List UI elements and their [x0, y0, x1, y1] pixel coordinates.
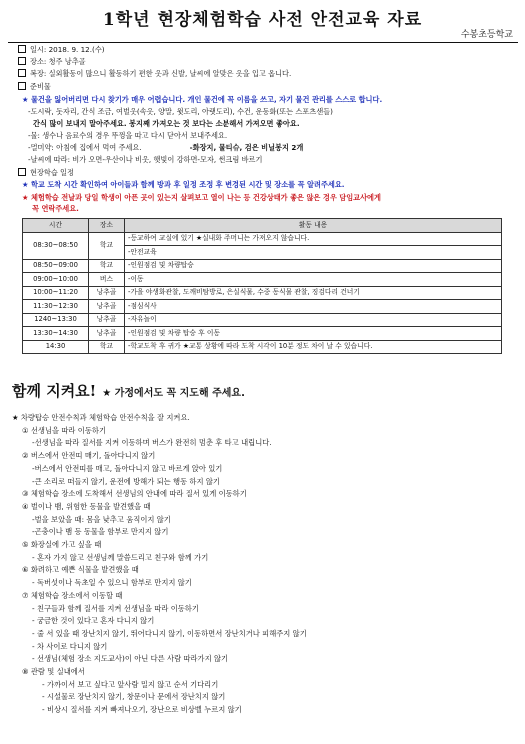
schedule-table — [22, 218, 502, 354]
cell-activity: -학교도착 후 귀가 ★교통 상황에 따라 도착 시각이 10분 정도 차이 날 수 있습니다. — [125, 340, 502, 354]
cell-place: 낭추골 — [89, 327, 125, 341]
checkbox-icon — [18, 82, 26, 90]
col-header-activity: 활동 내용 — [125, 219, 502, 233]
table-row — [23, 273, 502, 287]
prep-water: -물: 생수나 음료수의 경우 뚜껑을 따고 다시 닫아서 보내주세요. — [28, 131, 228, 140]
page-title: 1학년 현장체험학습 사전 안전교육 자료 — [102, 10, 423, 30]
schedule-header-row — [23, 219, 502, 233]
cell-activity: -안전교육 — [125, 246, 502, 260]
rules-list — [12, 412, 517, 717]
schedule-notice-1: ★ 학교 도착 시간 확인하여 아이들과 함께 방과 후 일정 조정 후 변경된 시간 및 장소를 꼭 알려주세요. — [22, 180, 345, 189]
info-dress — [18, 69, 291, 79]
table-row — [23, 259, 502, 273]
prep-items-note: 간식 많이 보내지 말아주세요. 봉지째 가져오는 것 보다는 소분해서 가져오면 좋아요. — [33, 119, 300, 128]
prep-notice: ★ 물건을 잃어버리면 다시 찾기가 매우 어렵습니다. 개인 물건에 꼭 이름을 쓰고, 자기 물건 관리를 스스로 합니다. — [22, 95, 383, 104]
cell-activity: -등교하여 교실에 있기 ★실내화 주머니는 가져오지 않습니다. — [125, 232, 502, 246]
rule-line: - 혼자 가지 않고 선생님께 말씀드리고 친구와 함께 가기 — [32, 552, 209, 562]
cell-place: 낭추골 — [89, 300, 125, 314]
col-header-time: 시간 — [23, 219, 89, 233]
rules-title: 함께 지켜요! — [12, 382, 97, 400]
prep-toilet: -화장지, 물티슈, 검은 비닐봉지 2개 — [189, 143, 304, 152]
table-row — [23, 286, 502, 300]
info-date-text: 일시: 2018. 9. 12.(수) — [30, 45, 105, 54]
school-name: 수봉초등학교 — [460, 30, 513, 40]
table-row — [23, 327, 502, 341]
rule-line: ⑦ 체험학습 장소에서 이동할 때 — [22, 590, 123, 600]
schedule-notice-2-cont: 꼭 연락주세요. — [32, 204, 79, 213]
rule-line: ⑤ 화장실에 가고 싶을 때 — [22, 540, 102, 550]
col-header-place: 장소 — [89, 219, 125, 233]
rule-line: - 독버섯이나 독초일 수 있으니 함부로 만지지 않기 — [32, 578, 192, 588]
rule-line: ⑧ 관람 및 실내에서 — [22, 667, 85, 677]
cell-place: 낭추골 — [89, 286, 125, 300]
cell-activity: -가을 야생화관찰, 도깨비탐방로, 은실식물, 수중 동식물 관찰, 징검다리 건너기 — [125, 286, 502, 300]
cell-place: 버스 — [89, 273, 125, 287]
rule-line: -곤충이나 뱀 등 동물을 함부로 만지지 않기 — [32, 527, 169, 537]
rule-line: - 선생님(체험 장소 지도교사)이 아닌 다른 사람 따라가지 않기 — [32, 654, 229, 664]
prep-weather: -날씨에 따라: 비가 오면-우산이나 비옷, 햇빛이 강하면-모자, 썬크림 바르기 — [28, 155, 263, 164]
checkbox-icon — [18, 168, 26, 176]
cell-time: 13:30~14:30 — [23, 327, 89, 341]
table-row — [23, 300, 502, 314]
table-row — [23, 340, 502, 354]
cell-activity: -자유놀이 — [125, 313, 502, 327]
rule-line: -큰 소리로 떠들지 않기, 운전에 방해가 되는 행동 하지 않기 — [32, 476, 220, 486]
info-place — [18, 57, 86, 67]
cell-place: 학교 — [89, 340, 125, 354]
prep-header — [18, 82, 51, 92]
cell-time: 09:00~10:00 — [23, 273, 89, 287]
rule-line: ③ 체험학습 장소에 도착해서 선생님의 안내에 따라 질서 있게 이동하기 — [22, 489, 247, 499]
table-row — [23, 313, 502, 327]
rule-line: - 가까이서 보고 싶다고 앞사람 밀지 않고 순서 기다리기 — [42, 679, 219, 689]
schedule-notice-2: ★ 체험학습 전날과 당일 학생이 아픈 곳이 있는지 살펴보고 열이 나는 등 건강상태가 좋은 않은 경우 담임교사에게 — [22, 193, 381, 202]
rule-line: - 시설물로 장난치지 않기, 창문이나 문에서 장난치지 않기 — [42, 692, 226, 702]
cell-time: 08:50~09:00 — [23, 259, 89, 273]
rule-line: ② 버스에서 안전띠 매기, 돌아다니지 않기 — [22, 451, 156, 461]
cell-activity: -이동 — [125, 273, 502, 287]
rules-heading — [12, 380, 245, 401]
rules-subtitle: ★ 가정에서도 꼭 지도해 주세요. — [102, 388, 245, 399]
cell-time: 1240~13:30 — [23, 313, 89, 327]
checkbox-icon — [18, 69, 26, 77]
rule-line: ① 선생님을 따라 이동하기 — [22, 425, 106, 435]
cell-place: 학교 — [89, 232, 125, 259]
rule-line: -선생님을 따라 질서를 지켜 이동하며 버스가 완전히 멈춘 후 타고 내립니다. — [32, 438, 272, 448]
rule-line: - 비상시 질서를 지켜 빠져나오기, 장난으로 비상벨 누르지 않기 — [42, 705, 242, 715]
cell-time: 10:00~11:20 — [23, 286, 89, 300]
cell-place: 낭추골 — [89, 313, 125, 327]
cell-activity: -점심식사 — [125, 300, 502, 314]
table-row — [23, 232, 502, 246]
prep-motion — [28, 143, 303, 153]
checkbox-icon — [18, 45, 26, 53]
prep-motion-text: -멀미약: 아침에 집에서 먹여 주세요. — [28, 143, 142, 152]
rule-line: - 차 사이로 다니지 않기 — [32, 641, 108, 651]
prep-header-text: 준비물 — [30, 82, 51, 91]
cell-activity: -인원점검 및 차량탑승 — [125, 259, 502, 273]
schedule-header-text: 현장학습 일정 — [30, 168, 74, 177]
rule-line: ④ 벌이나 뱀, 위험한 동물을 발견했을 때 — [22, 501, 151, 511]
rule-line: - 줄 서 있을 때 장난치지 않기, 뛰어다니지 않기, 이동하면서 장난치거나 피해주지 않기 — [32, 628, 307, 638]
info-place-text: 장소: 청주 낭추골 — [30, 57, 86, 66]
cell-time: 11:30~12:30 — [23, 300, 89, 314]
cell-activity: -인원점검 및 차량 탑승 후 이동 — [125, 327, 502, 341]
schedule-header — [18, 168, 74, 178]
cell-time: 14:30 — [23, 340, 89, 354]
cell-place: 학교 — [89, 259, 125, 273]
rule-line: -벌을 보았을 때: 몸을 낮추고 움직이지 않기 — [32, 514, 171, 524]
rule-line: - 친구들과 함께 질서를 지켜 선생님을 따라 이동하기 — [32, 603, 199, 613]
prep-items: -도시락, 돗자리, 간식 조금, 여벌옷(속옷, 양말, 윗도리, 아랫도리), 수건, 운동화(또는 스포츠샌들) — [28, 107, 333, 116]
rule-line: ⑥ 화려하고 예쁜 식물을 발견했을 때 — [22, 565, 139, 575]
checkbox-icon — [18, 57, 26, 65]
rule-line: ★ 차량탑승 안전수칙과 체험학습 안전수칙을 잘 지켜요. — [12, 413, 190, 422]
cell-time: 08:30~08:50 — [23, 232, 89, 259]
info-date — [18, 45, 105, 55]
title-divider — [8, 42, 518, 43]
rule-line: -버스에서 안전띠를 매고, 돌아다니지 않고 바르게 앉아 있기 — [32, 463, 223, 473]
rule-line: - 궁금한 것이 있다고 혼자 다니지 않기 — [32, 616, 155, 626]
info-dress-text: 복장: 실외활동이 많으니 활동하기 편한 옷과 신발, 날씨에 알맞은 옷을 입고 옵니다. — [30, 69, 292, 78]
